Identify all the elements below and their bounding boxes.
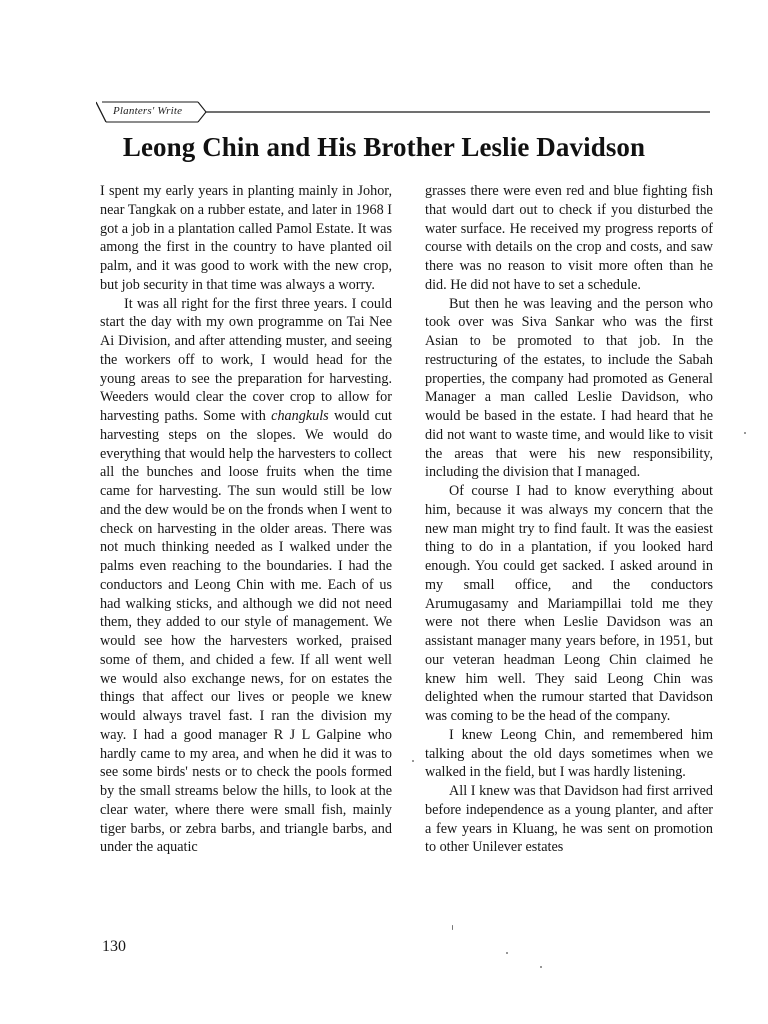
left-column (100, 182, 392, 857)
paragraph: I spent my early years in planting mainly in Johor, near Tangkak on a rubber estate, and later in 1968 I got a job in a plantation called Pamol Estate. It was among the first in the country to have planted oil palm, and it was good to work with the new crop, but job security in that time was always a worry. (100, 183, 392, 293)
paragraph: I knew Leong Chin, and remembered him talking about the old days sometimes when we walked in the field, but I was hardly listening. (425, 726, 713, 781)
paragraph (100, 295, 392, 858)
section-label: Planters' Write (113, 105, 183, 117)
paragraph: But then he was leaving and the person who took over was Siva Sankar who was the first Asian to be promoted to that job. In the restructuring of the estates, to include the Sabah properties, the company had promoted as General Manager a man called Leslie Davidson, who would be based in the estate. I had heard that he did not want to waste time, and would like to visit the areas that were his new responsibility, including the division that I managed. (425, 295, 713, 481)
page-number: 130 (102, 938, 126, 955)
scan-speck (744, 432, 746, 434)
scan-speck (412, 760, 414, 762)
scan-speck (540, 966, 542, 968)
paragraph: All I knew was that Davidson had first arrived before independence as a young planter, and after a few years in Kluang, he was sent on promotion to other Unilever estates (425, 783, 713, 856)
section-header-rule (96, 100, 710, 126)
paragraph-text: It was all right for the first three years. I could start the day with my own programme on Tai Nee Ai Division, and after attending muster, and seeing the workers off to work, I would head for the young areas to see the preparation for harvesting. Weeders would clear the cover crop to allow for harvesting paths. Some with (100, 295, 392, 424)
paragraph-text: would cut harvesting steps on the slopes. We would do everything that would help the harvesters to collect all the bunches and loose fruits when the time came for harvesting. The sun would still be low and the dew would be on the fronds when I went to check on harvesting in the older areas. There was not much thinking needed as I walked under the palms even reaching to the boundaries. I had the conductors and Leong Chin with me. Each of us had walking sticks, and although we did not need them, they added to our style of management. We would see how the harvesters worked, praised some of them, and chided a few. If all went well we would also exchange news, for on estates the things that affect our lives or people we knew would always travel fast. I ran the division my way. I had a good manager R J L Galpine who hardly came to my area, and when he did it was to see some birds' nests or to check the pools formed by the small streams below the hills, to look at the clear water, where there were small fish, mainly tiger barbs, or zebra barbs, and triangle barbs, and under the aquatic (100, 408, 392, 856)
article-title: Leong Chin and His Brother Leslie Davidson (122, 132, 646, 162)
paragraph: grasses there were even red and blue fighting fish that would dart out to check if you disturbed the water surface. He received my progress reports of course with details on the crop and costs, and saw there was no reason to visit more often than he did. He did not have to set a schedule. (425, 183, 713, 293)
section-header (96, 100, 710, 126)
right-column (425, 182, 713, 857)
scan-speck (506, 952, 508, 954)
italic-term: changkuls (271, 408, 329, 424)
paragraph: Of course I had to know everything about him, because it was always my concern that the new man might try to find fault. It was the easiest thing to do in a plantation, if you looked hard enough. You could get sacked. I asked around in my small office, and the conductors Arumugasamy and Mariampillai told me they were not there when Leslie Davidson was an assistant manager many years before, in 1951, but our veteran headman Leong Chin claimed he knew him well. They said Leong Chin was delighted when the rumour started that Davidson was coming to be the head of the company. (425, 483, 713, 724)
scan-speck (452, 925, 453, 930)
